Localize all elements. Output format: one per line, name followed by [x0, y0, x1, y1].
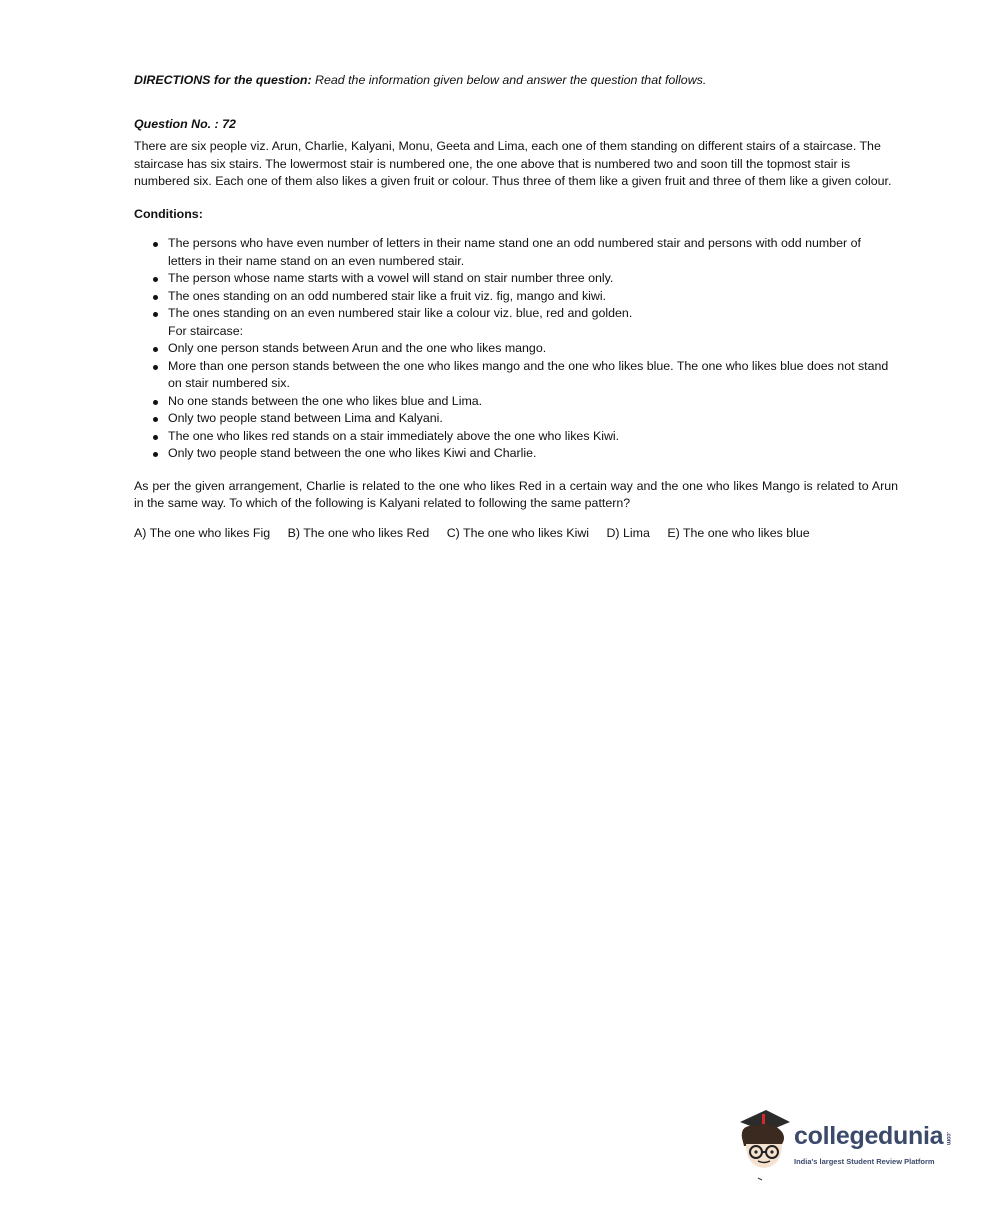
mascot-icon: [736, 1108, 792, 1184]
option-d: D) Lima: [606, 525, 650, 540]
directions-text: Read the information given below and answer the question that follows.: [311, 73, 707, 87]
option-c: C) The one who likes Kiwi: [446, 525, 590, 540]
condition-subheading: For staircase:: [168, 323, 244, 338]
answer-options: [134, 525, 898, 543]
directions: [134, 72, 898, 90]
directions-label: DIRECTIONS for the question:: [134, 73, 312, 87]
question-text: As per the given arrangement, Charlie is related to the one who likes Red in a certain way and the one who likes Mango is related to Arun in the same way. To which of the following is Kalyani related to following the same pattern?: [134, 478, 898, 510]
logo-brand: collegedunia .com: [794, 1122, 952, 1150]
logo-suffix: .com: [945, 1132, 952, 1145]
document-page: [134, 72, 898, 542]
condition-item: The ones standing on an odd numbered stair like a fruit viz. fig, mango and kiwi.: [134, 288, 898, 306]
condition-item: The persons who have even number of letters in their name stand one an odd numbered stair and persons with odd number of letters in their name stand on an even numbered stair.: [134, 235, 898, 270]
question-number: Question No. : 72: [134, 116, 236, 131]
logo-tagline: India's largest Student Review Platform: [794, 1157, 935, 1166]
condition-item: More than one person stands between the one who likes mango and the one who likes blue. The one who likes blue does not stand on stair numbered six.: [134, 358, 898, 393]
conditions-list: [134, 235, 898, 463]
condition-item: The one who likes red stands on a stair immediately above the one who likes Kiwi.: [134, 428, 898, 446]
condition-item: The ones standing on an even numbered stair like a colour viz. blue, red and golden.: [134, 305, 898, 323]
condition-item: Only two people stand between Lima and Kalyani.: [134, 410, 898, 428]
condition-item: Only one person stands between Arun and the one who likes mango.: [134, 340, 898, 358]
condition-item: No one stands between the one who likes blue and Lima.: [134, 393, 898, 411]
option-b: B) The one who likes Red: [287, 525, 430, 540]
condition-item: Only two people stand between the one who likes Kiwi and Charlie.: [134, 445, 898, 463]
intro-paragraph: There are six people viz. Arun, Charlie, Kalyani, Monu, Geeta and Lima, each one of them standing on different stairs of a staircase. The staircase has six stairs. The lowermost stair is numbered one, the one above that is numbered two and soon till the topmost stair is numbered six. Each one of them also likes a given fruit or colour. Thus three of them like a given fruit and three of them like a given colour.: [134, 139, 892, 188]
option-a: A) The one who likes Fig: [134, 525, 271, 540]
condition-item: The person whose name starts with a vowel will stand on stair number three only.: [134, 270, 898, 288]
option-e: E) The one who likes blue: [667, 525, 810, 540]
conditions-title: Conditions:: [134, 206, 203, 221]
collegedunia-logo: [736, 1108, 966, 1184]
